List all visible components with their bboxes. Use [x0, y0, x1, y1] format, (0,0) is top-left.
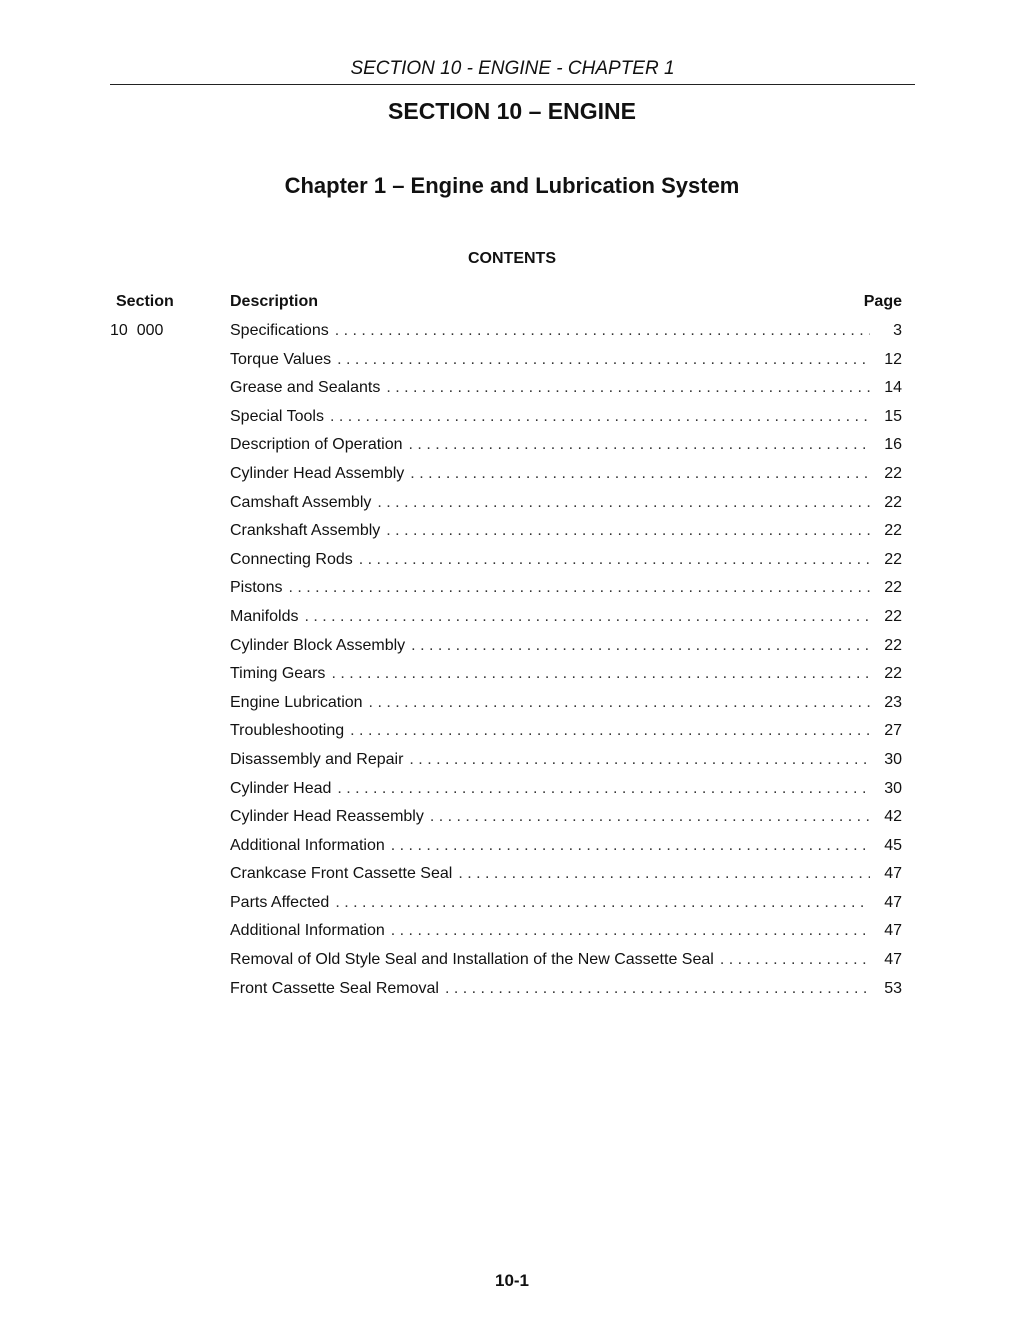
toc-entry-description: Disassembly and Repair [230, 750, 404, 768]
toc-entry-page: 22 [884, 550, 902, 568]
toc-entry[interactable] [110, 689, 902, 718]
table-of-contents [110, 317, 902, 1003]
toc-entry[interactable] [110, 803, 902, 832]
toc-dot-leader [445, 975, 870, 1004]
toc-dot-leader [386, 374, 870, 403]
toc-entry-page: 16 [884, 436, 902, 454]
toc-dot-leader [720, 946, 870, 975]
toc-dot-leader [409, 746, 870, 775]
toc-entry-page: 22 [884, 607, 902, 625]
toc-entry-line [230, 860, 902, 889]
toc-entry-page: 45 [884, 836, 902, 854]
toc-dot-leader [288, 574, 870, 603]
toc-entry-description: Front Cassette Seal Removal [230, 979, 439, 997]
toc-entry-description: Camshaft Assembly [230, 493, 372, 511]
toc-entry-line [230, 917, 902, 946]
toc-entry-line [230, 660, 902, 689]
toc-entry-line [230, 403, 902, 432]
toc-entry[interactable] [110, 346, 902, 375]
toc-entry[interactable] [110, 917, 902, 946]
toc-entry-description: Cylinder Head Reassembly [230, 808, 424, 826]
toc-entry-line [230, 975, 902, 1004]
toc-dot-leader [335, 317, 870, 346]
contents-title: CONTENTS [468, 250, 556, 267]
toc-entry-line [230, 517, 902, 546]
toc-entry-page: 3 [893, 322, 902, 339]
column-header-section: Section [116, 293, 174, 310]
toc-entry[interactable] [110, 660, 902, 689]
toc-entry-page: 22 [884, 493, 902, 511]
toc-dot-leader [430, 803, 870, 832]
toc-entry-line [230, 546, 902, 575]
toc-dot-leader [359, 546, 870, 575]
toc-entry[interactable] [110, 717, 902, 746]
running-header: SECTION 10 - ENGINE - CHAPTER 1 [350, 58, 675, 79]
toc-entry[interactable] [110, 374, 902, 403]
column-header-description: Description [230, 293, 319, 310]
toc-entry[interactable] [110, 889, 902, 918]
toc-entry[interactable] [110, 746, 902, 775]
column-header-page: Page [863, 293, 902, 310]
toc-dot-leader [391, 917, 870, 946]
toc-entry-page: 47 [884, 951, 902, 969]
toc-entry[interactable] [110, 975, 902, 1004]
toc-entry-page: 30 [884, 750, 902, 768]
toc-entry-line [230, 717, 902, 746]
toc-entry-page: 42 [884, 808, 902, 826]
toc-entry[interactable] [110, 546, 902, 575]
toc-entry-description: Manifolds [230, 607, 299, 625]
toc-entry-section: 10 000 [110, 322, 164, 339]
toc-entry-page: 22 [884, 636, 902, 654]
toc-entry-line [230, 889, 902, 918]
toc-entry-page: 23 [884, 693, 902, 711]
toc-entry-page: 22 [884, 665, 902, 683]
toc-entry-description: Removal of Old Style Seal and Installation of the New Cassette Seal [230, 951, 714, 969]
chapter-title: Chapter 1 – Engine and Lubrication System [284, 173, 740, 198]
toc-entry-description: Crankshaft Assembly [230, 522, 381, 540]
toc-entry-page: 14 [884, 379, 902, 397]
toc-entry-description: Timing Gears [230, 665, 326, 683]
toc-entry-page: 53 [884, 979, 902, 997]
toc-entry-line [230, 632, 902, 661]
toc-entry-line [230, 574, 902, 603]
toc-entry-page: 22 [884, 579, 902, 597]
toc-entry-page: 22 [884, 522, 902, 540]
toc-dot-leader [330, 403, 870, 432]
toc-entry-line [230, 746, 902, 775]
toc-entry-page: 30 [884, 779, 902, 797]
page-number: 10-1 [494, 1271, 530, 1290]
toc-entry-page: 47 [884, 865, 902, 883]
toc-entry-description: Torque Values [230, 350, 332, 368]
toc-dot-leader [391, 832, 870, 861]
toc-entry[interactable] [110, 775, 902, 804]
toc-entry-description: Cylinder Head Assembly [230, 464, 405, 482]
toc-entry-page: 47 [884, 922, 902, 940]
toc-dot-leader [377, 489, 870, 518]
toc-entry-description: Special Tools [230, 407, 324, 425]
toc-entry[interactable] [110, 403, 902, 432]
toc-entry-line [230, 374, 902, 403]
toc-dot-leader [337, 775, 870, 804]
toc-entry-description: Specifications [230, 322, 329, 339]
toc-dot-leader [411, 632, 870, 661]
toc-dot-leader [331, 660, 870, 689]
toc-entry[interactable] [110, 517, 902, 546]
toc-dot-leader [350, 717, 870, 746]
header-rule [110, 84, 915, 85]
toc-entry-line [230, 489, 902, 518]
toc-entry-description: Grease and Sealants [230, 379, 381, 397]
toc-entry[interactable] [110, 574, 902, 603]
toc-entry-line [230, 803, 902, 832]
toc-entry-description: Cylinder Block Assembly [230, 636, 406, 654]
section-title: SECTION 10 – ENGINE [388, 98, 636, 124]
toc-entry-line [230, 431, 902, 460]
toc-entry-line [230, 317, 902, 346]
toc-entry-line [230, 946, 902, 975]
toc-entry-description: Additional Information [230, 836, 385, 854]
toc-dot-leader [409, 431, 870, 460]
toc-entry-line [230, 346, 902, 375]
toc-entry-line [230, 832, 902, 861]
toc-entry-description: Parts Affected [230, 893, 330, 911]
toc-entry[interactable] [110, 317, 902, 346]
toc-dot-leader [386, 517, 870, 546]
toc-entry-page: 47 [884, 893, 902, 911]
toc-entry-description: Pistons [230, 579, 283, 597]
toc-entry[interactable] [110, 832, 902, 861]
toc-entry[interactable] [110, 860, 902, 889]
toc-entry-description: Additional Information [230, 922, 385, 940]
toc-entry[interactable] [110, 431, 902, 460]
toc-dot-leader [335, 889, 870, 918]
toc-entry-description: Connecting Rods [230, 550, 353, 568]
toc-entry-description: Engine Lubrication [230, 693, 363, 711]
toc-entry-line [230, 689, 902, 718]
toc-entry-page: 12 [884, 350, 902, 368]
toc-dot-leader [369, 689, 870, 718]
toc-entry-page: 27 [884, 722, 902, 740]
toc-entry[interactable] [110, 489, 902, 518]
toc-dot-leader [458, 860, 870, 889]
toc-entry-description: Cylinder Head [230, 779, 332, 797]
toc-dot-leader [410, 460, 870, 489]
toc-entry-description: Troubleshooting [230, 722, 345, 740]
toc-entry[interactable] [110, 460, 902, 489]
toc-entry[interactable] [110, 603, 902, 632]
toc-dot-leader [304, 603, 870, 632]
toc-entry-description: Description of Operation [230, 436, 403, 454]
toc-entry[interactable] [110, 632, 902, 661]
toc-entry-description: Crankcase Front Cassette Seal [230, 865, 453, 883]
toc-entry-line [230, 460, 902, 489]
toc-entry-line [230, 775, 902, 804]
toc-entry-line [230, 603, 902, 632]
toc-entry-page: 22 [884, 464, 902, 482]
toc-entry-page: 15 [884, 407, 902, 425]
toc-dot-leader [337, 346, 870, 375]
toc-entry[interactable] [110, 946, 902, 975]
